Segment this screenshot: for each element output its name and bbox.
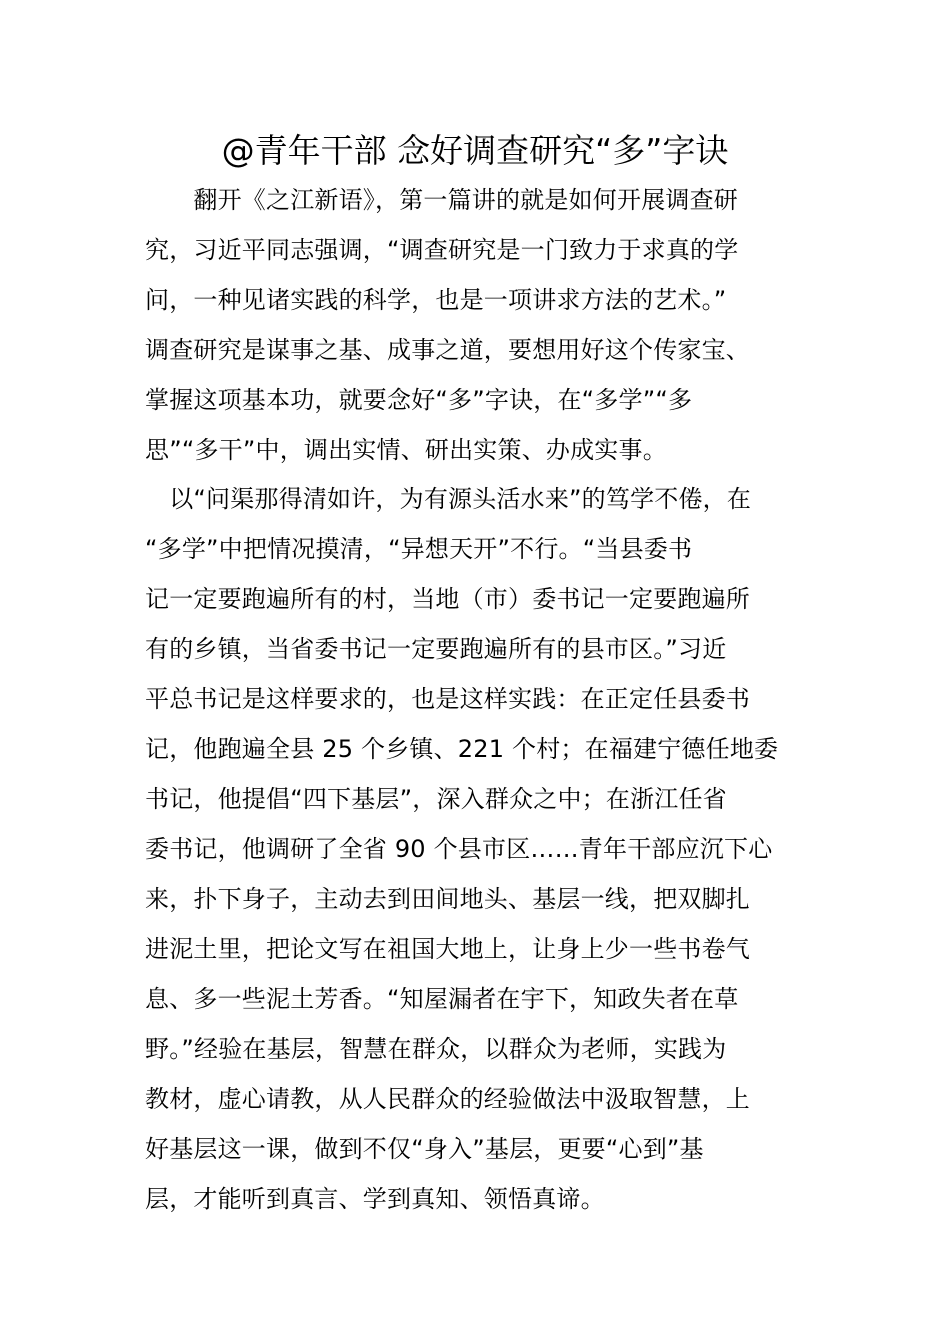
text-line: 掌握这项基本功，就要念好“多”字诀，在“多学”“多 [145,386,693,414]
text-line: 以“问渠那得清如许，为有源头活水来”的笃学不倦，在 [145,485,752,513]
text-line: 记一定要跑遍所有的村，当地（市）委书记一定要跑遍所 [145,585,750,613]
text-line: 平总书记是这样要求的，也是这样实践：在正定任县委书 [145,685,750,713]
text-line: 究，习近平同志强调，“调查研究是一门致力于求真的学 [145,236,739,264]
text-line: 有的乡镇，当省委书记一定要跑遍所有的县市区。”习近 [145,635,727,663]
text-line: 调查研究是谋事之基、成事之道，要想用好这个传家宝、 [145,336,750,364]
text-line: 记，他跑遍全县 25 个乡镇、221 个村；在福建宁德任地委 [145,735,779,763]
text-line: 好基层这一课，做到不仅“身入”基层，更要“心到”基 [145,1135,704,1163]
text-line: 书记，他提倡“四下基层”，深入群众之中；在浙江任省 [145,785,727,813]
text-line: 问，一种见诸实践的科学，也是一项讲求方法的艺术。” [145,286,727,314]
text-line: 思”“多干”中，调出实情、研出实策、办成实事。 [145,436,667,464]
document-title: @青年干部 念好调查研究“多”字诀 [221,131,729,170]
text-line: 教材，虚心请教，从人民群众的经验做法中汲取智慧，上 [145,1085,750,1113]
paragraph-1 [145,175,815,475]
paragraph-2 [145,474,815,1224]
text-line: 进泥土里，把论文写在祖国大地上，让身上少一些书卷气 [145,935,750,963]
text-line: 来，扑下身子，主动去到田间地头、基层一线，把双脚扎 [145,885,750,913]
text-line: 野。”经验在基层，智慧在群众，以群众为老师，实践为 [145,1035,727,1063]
text-line: 层，才能听到真言、学到真知、领悟真谛。 [145,1185,605,1213]
text-line: 息、多一些泥土芳香。“知屋漏者在宇下，知政失者在草 [145,985,739,1013]
text-line: “多学”中把情况摸清，“异想天开”不行。“当县委书 [145,535,693,563]
text-line: 委书记，他调研了全省 90 个县市区……青年干部应沉下心 [145,835,773,863]
text-line: 翻开《之江新语》，第一篇讲的就是如何开展调查研 [145,186,738,214]
